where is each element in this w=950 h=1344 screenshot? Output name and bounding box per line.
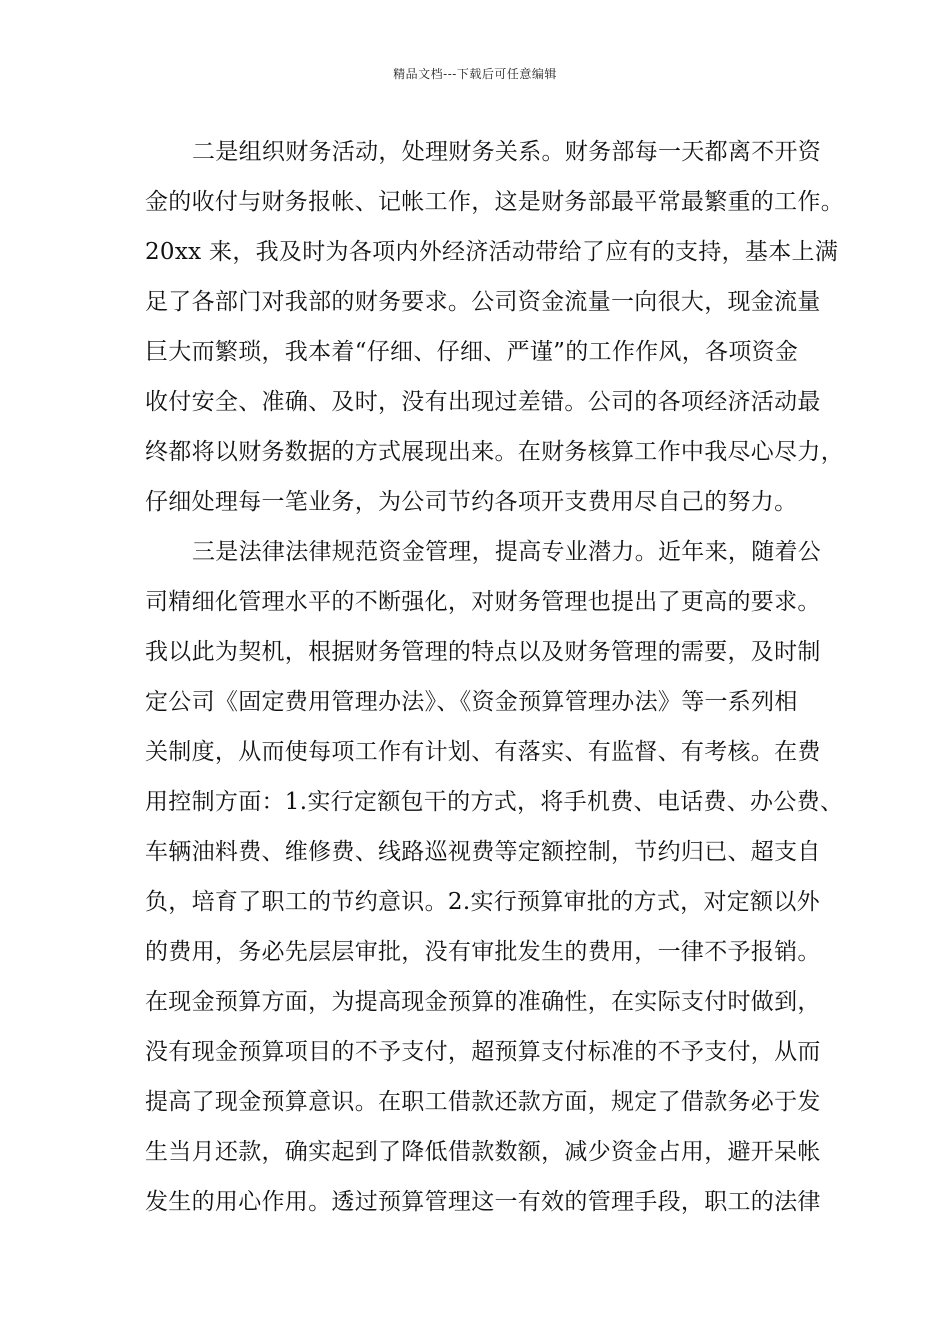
text-line: 我以此为契机，根据财务管理的特点以及财务管理的需要，及时制 bbox=[145, 639, 821, 665]
text-line: 车辆油料费、维修费、线路巡视费等定额控制，节约归已、超支自 bbox=[145, 839, 821, 865]
text-line: 负，培育了职工的节约意识。2.实行预算审批的方式，对定额以外 bbox=[145, 889, 820, 915]
text-line: 没有现金预算项目的不予支付，超预算支付标准的不予支付，从而 bbox=[145, 1039, 821, 1065]
text-line: 三是法律法律规范资金管理，提高专业潜力。近年来，随着公 bbox=[192, 539, 822, 565]
text-line: 仔细处理每一笔业务，为公司节约各项开支费用尽自己的努力。 bbox=[145, 489, 798, 515]
text-line: 生当月还款，确实起到了降低借款数额，减少资金占用，避开呆帐 bbox=[145, 1139, 821, 1165]
text-line: 金的收付与财务报帐、记帐工作，这是财务部最平常最繁重的工作。 bbox=[145, 189, 844, 215]
text-line: 司精细化管理水平的不断强化，对财务管理也提出了更高的要求。 bbox=[145, 589, 821, 615]
text-line: 定公司《固定费用管理办法》、《资金预算管理办法》等一系列相 bbox=[145, 689, 798, 715]
text-line: 终都将以财务数据的方式展现出来。在财务核算工作中我尽心尽力， bbox=[145, 439, 844, 465]
text-line: 收付安全、准确、及时，没有出现过差错。公司的各项经济活动最 bbox=[145, 389, 821, 415]
text-line: 20xx 来，我及时为各项内外经济活动带给了应有的支持，基本上满 bbox=[145, 239, 839, 265]
text-line: 的费用，务必先层层审批，没有审批发生的费用，一律不予报销。 bbox=[145, 939, 821, 965]
paragraph-2 bbox=[145, 532, 844, 1232]
text-line: 在现金预算方面，为提高现金预算的准确性，在实际支付时做到， bbox=[145, 989, 821, 1015]
paragraph-1 bbox=[145, 132, 844, 532]
page-header: 精品文档---下载后可任意编辑 bbox=[393, 67, 557, 81]
text-line: 巨大而繁琐，我本着“仔细、仔细、严谨”的工作作风，各项资金 bbox=[145, 339, 799, 365]
text-line: 发生的用心作用。透过预算管理这一有效的管理手段，职工的法律 bbox=[145, 1189, 821, 1215]
text-line: 用控制方面：1.实行定额包干的方式，将手机费、电话费、办公费、 bbox=[145, 789, 844, 815]
text-line: 二是组织财务活动，处理财务关系。财务部每一天都离不开资 bbox=[192, 139, 822, 165]
text-line: 关制度，从而使每项工作有计划、有落实、有监督、有考核。在费 bbox=[145, 739, 821, 765]
text-line: 足了各部门对我部的财务要求。公司资金流量一向很大，现金流量 bbox=[145, 289, 821, 315]
document-body bbox=[145, 132, 844, 1232]
text-line: 提高了现金预算意识。在职工借款还款方面，规定了借款务必于发 bbox=[145, 1089, 821, 1115]
